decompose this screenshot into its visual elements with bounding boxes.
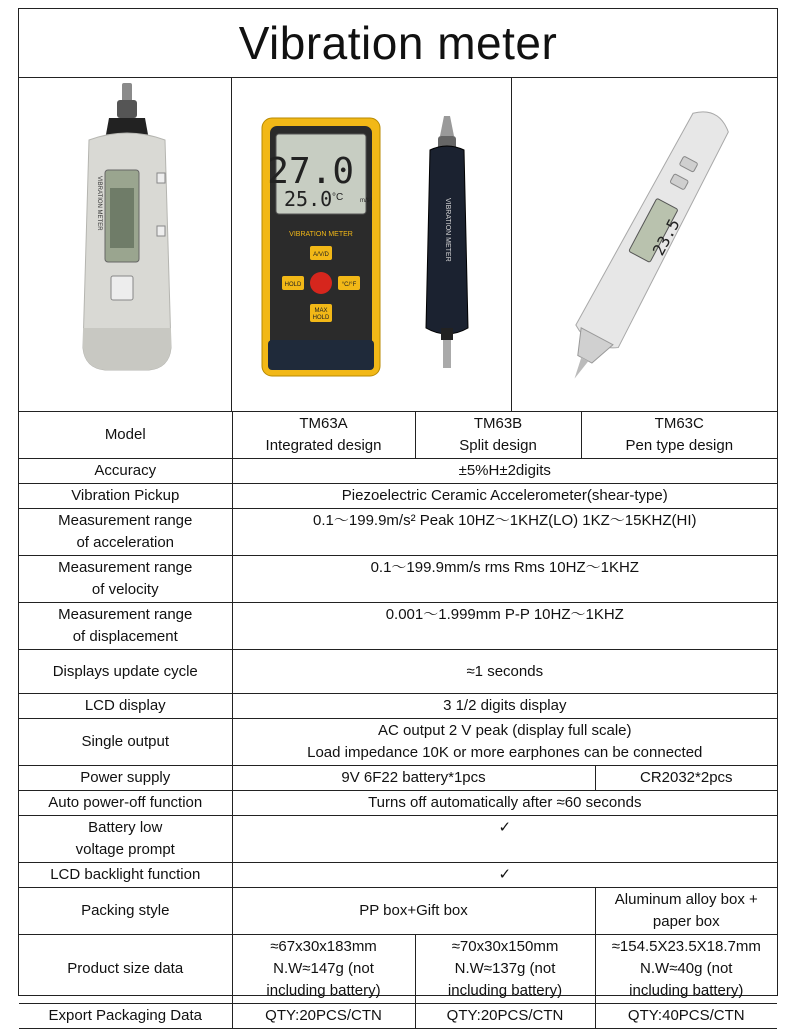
packing-ab-value: PP box+Gift box xyxy=(232,888,595,935)
output-value: AC output 2 V peak (display full scale) Load impedance 10K or more earphones can be connected xyxy=(232,719,777,766)
model-b-cell: TM63B Split design xyxy=(415,412,581,459)
table-row-pickup xyxy=(19,484,777,509)
tm63b-brand: VIBRATION METER xyxy=(289,231,353,238)
row-label: Measurement range of velocity xyxy=(19,556,232,603)
tm63b-sub-unit: °C xyxy=(332,192,344,203)
tm63b-btn-right: °C/°F xyxy=(341,282,357,288)
packing-c-value: Aluminum alloy box + paper box xyxy=(595,888,777,935)
tm63a-image xyxy=(19,78,232,411)
spec-sheet xyxy=(18,8,778,1024)
row-label: Accuracy xyxy=(19,459,232,484)
table-row-update xyxy=(19,650,777,694)
table-row-accuracy xyxy=(19,459,777,484)
displacement-value: 0.001～1.999mm P-P 10HZ～1KHZ xyxy=(232,603,777,650)
size-c-value: ≈154.5X23.5X18.7mm N.W≈40g (not including battery) xyxy=(595,935,777,1004)
velocity-value: 0.1～199.9mm/s rms Rms 10HZ～1KHZ xyxy=(232,556,777,603)
row-label: Measurement range of displacement xyxy=(19,603,232,650)
product-images xyxy=(19,78,777,412)
row-label: LCD display xyxy=(19,694,232,719)
row-label: Battery low voltage prompt xyxy=(19,816,232,863)
battery-value: ✓ xyxy=(232,816,777,863)
tm63b-btn-max: MAX xyxy=(314,308,328,314)
tm63b-main-reading: 27.0 xyxy=(267,151,354,192)
tm63b-sub-reading: 25.0 xyxy=(284,187,333,211)
backlight-value: ✓ xyxy=(232,863,777,888)
table-row-velocity xyxy=(19,556,777,603)
tm63b-btn-left: HOLD xyxy=(284,282,302,288)
row-label: Displays update cycle xyxy=(19,650,232,694)
row-label: Model xyxy=(19,412,232,459)
size-a-value: ≈67x30x183mm N.W≈147g (not including battery) xyxy=(232,935,415,1004)
row-label: Auto power-off function xyxy=(19,791,232,816)
export-b-value: QTY:20PCS/CTN xyxy=(415,1004,595,1029)
row-label: Product size data xyxy=(19,935,232,1004)
tm63c-image xyxy=(512,78,777,411)
table-row-packing xyxy=(19,888,777,935)
tm63b-device-illustration xyxy=(232,78,512,411)
row-label: LCD backlight function xyxy=(19,863,232,888)
table-row-output xyxy=(19,719,777,766)
tm63a-side-label: VIBRATION METER xyxy=(96,176,102,231)
model-c-cell: TM63C Pen type design xyxy=(581,412,777,459)
update-value: ≈1 seconds xyxy=(232,650,777,694)
pickup-value: Piezoelectric Ceramic Accelerometer(shear-type) xyxy=(232,484,777,509)
row-label: Vibration Pickup xyxy=(19,484,232,509)
table-row-battery xyxy=(19,816,777,863)
tm63a-device-illustration xyxy=(19,78,232,411)
table-row-export xyxy=(19,1004,777,1029)
row-label: Measurement range of acceleration xyxy=(19,509,232,556)
tm63b-image xyxy=(232,78,512,411)
table-row-autooff xyxy=(19,791,777,816)
size-b-value: ≈70x30x150mm N.W≈137g (not including battery) xyxy=(415,935,595,1004)
power-c-value: CR2032*2pcs xyxy=(595,766,777,791)
table-row-model xyxy=(19,412,777,459)
lcd-value: 3 1/2 digits display xyxy=(232,694,777,719)
acceleration-value: 0.1～199.9m/s² Peak 10HZ～1KHZ(LO) 1KZ～15KHZ(HI) xyxy=(232,509,777,556)
row-label: Export Packaging Data xyxy=(19,1004,232,1029)
table-row-backlight xyxy=(19,863,777,888)
page-title: Vibration meter xyxy=(19,9,777,78)
tm63c-reading: 23.5 xyxy=(648,215,684,259)
table-row-acceleration xyxy=(19,509,777,556)
power-ab-value: 9V 6F22 battery*1pcs xyxy=(232,766,595,791)
tm63b-btn-hold: HOLD xyxy=(312,315,330,321)
table-row-displacement xyxy=(19,603,777,650)
row-label: Power supply xyxy=(19,766,232,791)
table-row-power xyxy=(19,766,777,791)
tm63b-btn-top: A/V/D xyxy=(313,252,329,258)
spec-table xyxy=(19,412,777,1029)
accuracy-value: ±5%H±2digits xyxy=(232,459,777,484)
export-c-value: QTY:40PCS/CTN xyxy=(595,1004,777,1029)
tm63c-device-illustration xyxy=(512,78,777,411)
model-a-cell: TM63A Integrated design xyxy=(232,412,415,459)
row-label: Packing style xyxy=(19,888,232,935)
table-row-size xyxy=(19,935,777,1004)
autooff-value: Turns off automatically after ≈60 seconds xyxy=(232,791,777,816)
tm63b-main-unit: m/s² xyxy=(360,198,372,204)
tm63b-probe-label: VIBRATION METER xyxy=(444,198,451,262)
export-a-value: QTY:20PCS/CTN xyxy=(232,1004,415,1029)
row-label: Single output xyxy=(19,719,232,766)
table-row-lcd xyxy=(19,694,777,719)
